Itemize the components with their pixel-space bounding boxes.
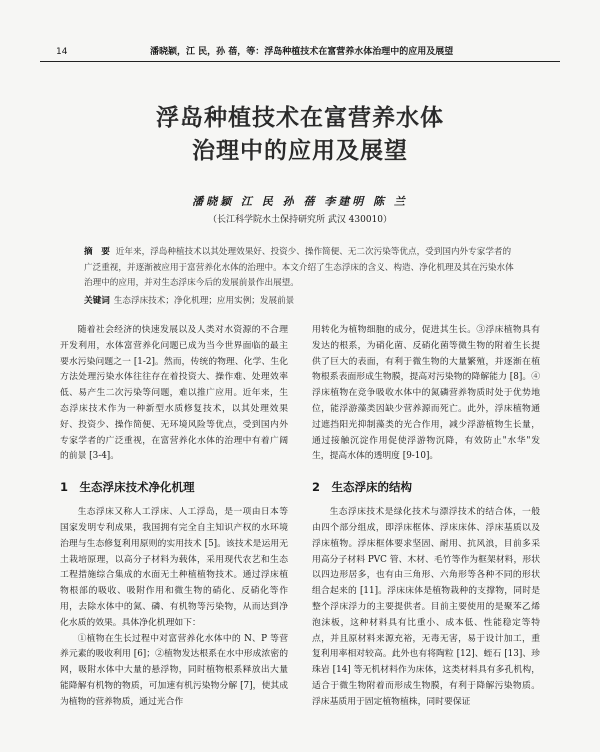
running-header <box>40 44 560 60</box>
abstract <box>84 245 516 292</box>
title-line-1: 浮岛种植技术在富营养水体 <box>156 105 444 131</box>
author-list: 潘晓颖 江 民 孙 蓓 李建明 陈 兰 <box>192 195 408 208</box>
keywords-label: 关键词 <box>84 296 110 306</box>
header-rule <box>40 61 560 62</box>
keywords <box>84 294 516 309</box>
intro-paragraph: 随着社会经济的快速发展以及人类对水资源的不合理开发利用，水体富营养化问题已成为当今世界面临的最主要水污染问题之一 [1-2]。然而，传统的物理、化学、生化方法处理污染水体往往存在着投资大、操作难、处理效率低、易产生二次污染等问题，难以推广应用。近年来，生态浮床技术作为一种新型水质修复技术，以其处理效果好、投资少、操作简便、无环境风险等优点，受到国内外专家学者的广泛重视，在富营养化水体的治理中有着广阔的前景 [3-4]。 <box>60 325 288 462</box>
keywords-text: 生态浮床技术；净化机理；应用实例；发展前景 <box>113 296 295 306</box>
affiliation: （长江科学院水土保持研究所 武汉 430010） <box>207 215 393 225</box>
abstract-text: 近年来，浮岛种植技术以其处理效果好、投资少、操作简便、无二次污染等优点，受到国内外专家学者的广泛重视，并逐渐被应用于富营养化水体的治理中。本文介绍了生态浮床的含义、构造、净化机理及其在污染水体治理中的应用，并对生态浮床今后的发展前景作出展望。 <box>84 247 514 289</box>
section-1-heading: 1 生态浮床技术净化机理 <box>60 480 195 495</box>
running-title: 潘晓颖，江 民，孙 蓓，等：浮岛种植技术在富营养水体治理中的应用及展望 <box>150 47 454 57</box>
section-1-paragraph-1: 生态浮床又称人工浮床、人工浮岛，是一项由日本等国家发明专利成果，我国拥有完全自主知识产权的水环境治理与生态修复利用原则的实用技术 [5]。该技术是运用无土栽培原理，以高分子材料为载体，采用现代农艺和生态工程措施综合集成的水面无土种植植物技术。通过浮床植物根部的吸收、吸附作用和微生物的硝化、反硝化等作用，去除水体中的氮、磷、有机物等污染物，从而达到净化水质的效果。具体净化机理如下： <box>60 507 288 628</box>
mechanism-continuation: 用转化为植物细胞的成分，促进其生长。③浮床植物具有发达的根系，为硝化菌、反硝化菌等微生物的附着生长提供了巨大的表面，有利于微生物的大量繁殖，并逐渐在植物根系表面形成生物膜，提高对污染物的降解能力 [8]。④浮床植物在竞争吸收水体中的氮磷营养物质时处于优势地位，能浮游藻类因缺少营养源而死亡。此外，浮床植物通过遮挡阳光抑制藻类的光合作用，减少浮游植物生长量，通过接触沉淀作用促使浮游物沉降，有效防止"水华"发生，提高水体的透明度 [9-10]。 <box>312 325 540 462</box>
section-2-heading: 2 生态浮床的结构 <box>312 480 413 495</box>
left-column <box>60 323 288 711</box>
section-2-paragraph-1: 生态浮床技术是绿化技术与漂浮技术的结合体，一般由四个部分组成，即浮床框体、浮床床体、浮床基质以及浮床植物。浮床框体要求坚固、耐用、抗风浪，目前多采用高分子材料 PVC 管、木材、毛竹等作为框架材料，形状以四边形居多，也有由三角形、六角形等各种不同的形状组合起来的 [11]。浮床床体是植物栽种的支撑物，同时是整个浮床浮力的主要提供者。目前主要使用的是聚苯乙烯泡沫板，这种材料具有比重小、成本低、性能稳定等特点，并且原材料来源充裕，无毒无害，易于设计加工，重复利用率相对较高。此外也有将陶粒 [12]、蛭石 [13]、珍珠岩 [14] 等无机材料作为床体，这类材料具有多孔机构，适合于微生物附着而形成生物膜，有利于降解污染物质。浮床基质用于固定植物植株，同时要保证 <box>312 507 540 707</box>
paper-title <box>60 102 540 168</box>
title-line-2: 治理中的应用及展望 <box>192 138 408 164</box>
right-column <box>312 323 540 711</box>
abstract-label: 摘 要 <box>84 247 110 257</box>
page-number: 14 <box>56 47 68 57</box>
section-1-paragraph-2: ①植物在生长过程中对富营养化水体中的 N、P 等营养元素的吸收利用 [6]；②植物发达根系在水中形成浓密的网，吸附水体中大量的悬浮物，同时植物根系释放出大量能降解有机物的物质，可加速有机污染物分解 [7]，使其成为植物的营养物质，通过光合作 <box>60 633 288 707</box>
